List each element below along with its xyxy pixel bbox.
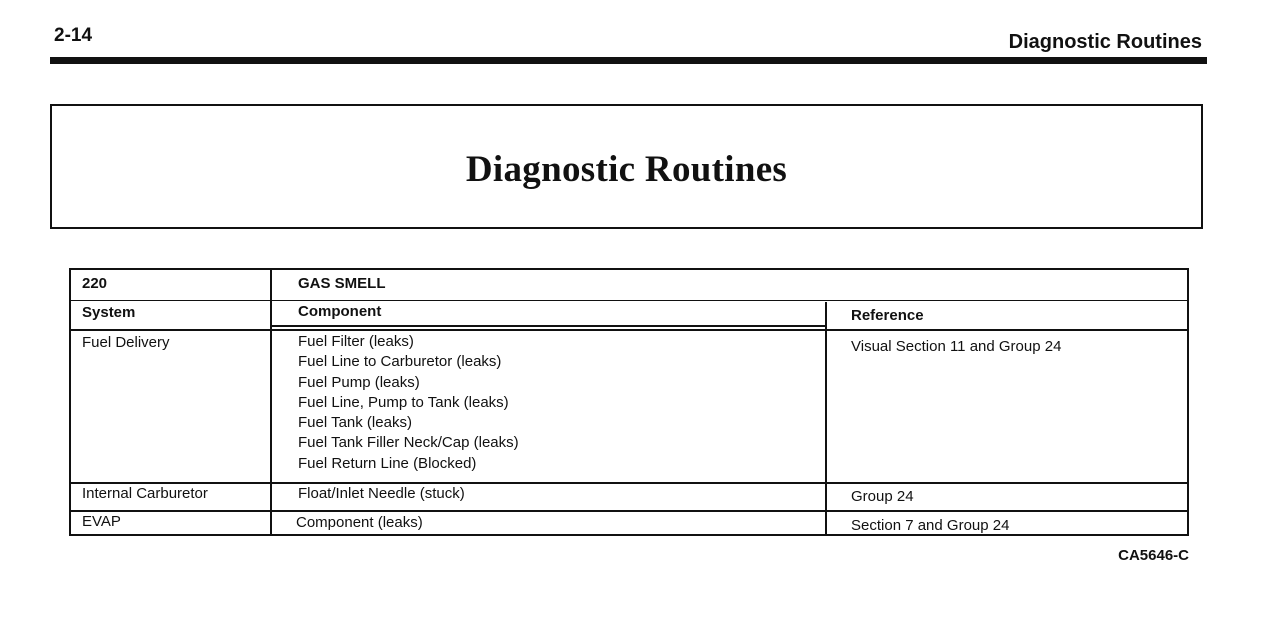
routine-code: 220 — [82, 275, 108, 292]
column-divider-component — [825, 302, 827, 534]
page-title: Diagnostic Routines — [465, 149, 788, 190]
system-fuel-delivery: Fuel Delivery — [82, 334, 170, 351]
component-item: Fuel Tank Filler Neck/Cap (leaks) — [298, 434, 519, 452]
row-divider-fuel-delivery — [71, 482, 1187, 484]
running-header: Diagnostic Routines — [1008, 31, 1202, 53]
title-box — [50, 104, 1203, 229]
row-divider-internal-carburetor — [71, 510, 1187, 512]
component-list-fuel-delivery — [298, 332, 519, 474]
system-internal-carburetor: Internal Carburetor — [82, 485, 208, 502]
header-component: Component — [298, 303, 382, 320]
component-item: Fuel Tank (leaks) — [298, 414, 412, 432]
column-divider-system — [270, 270, 272, 534]
header-system: System — [82, 304, 136, 321]
symptom-title: GAS SMELL — [298, 275, 386, 292]
component-evap: Component (leaks) — [296, 514, 423, 531]
row-divider-symptom — [71, 300, 1187, 301]
reference-evap: Section 7 and Group 24 — [851, 517, 1010, 534]
component-item: Fuel Filter (leaks) — [298, 333, 414, 350]
component-item: Fuel Line, Pump to Tank (leaks) — [298, 393, 509, 411]
component-item: Fuel Return Line (Blocked) — [298, 454, 477, 472]
page-number: 2-14 — [54, 25, 93, 46]
component-internal-carburetor: Float/Inlet Needle (stuck) — [298, 485, 465, 502]
row-divider-header — [71, 329, 1187, 331]
diagnostic-table — [69, 268, 1189, 536]
figure-code: CA5646-C — [1118, 547, 1189, 564]
header-rule — [50, 57, 1207, 64]
component-item: Fuel Line to Carburetor (leaks) — [298, 353, 502, 371]
header-reference: Reference — [851, 307, 924, 324]
system-evap: EVAP — [82, 513, 121, 530]
reference-fuel-delivery: Visual Section 11 and Group 24 — [851, 338, 1062, 355]
component-item: Fuel Pump (leaks) — [298, 373, 420, 391]
reference-internal-carburetor: Group 24 — [851, 488, 914, 505]
component-header-underline — [271, 325, 826, 327]
